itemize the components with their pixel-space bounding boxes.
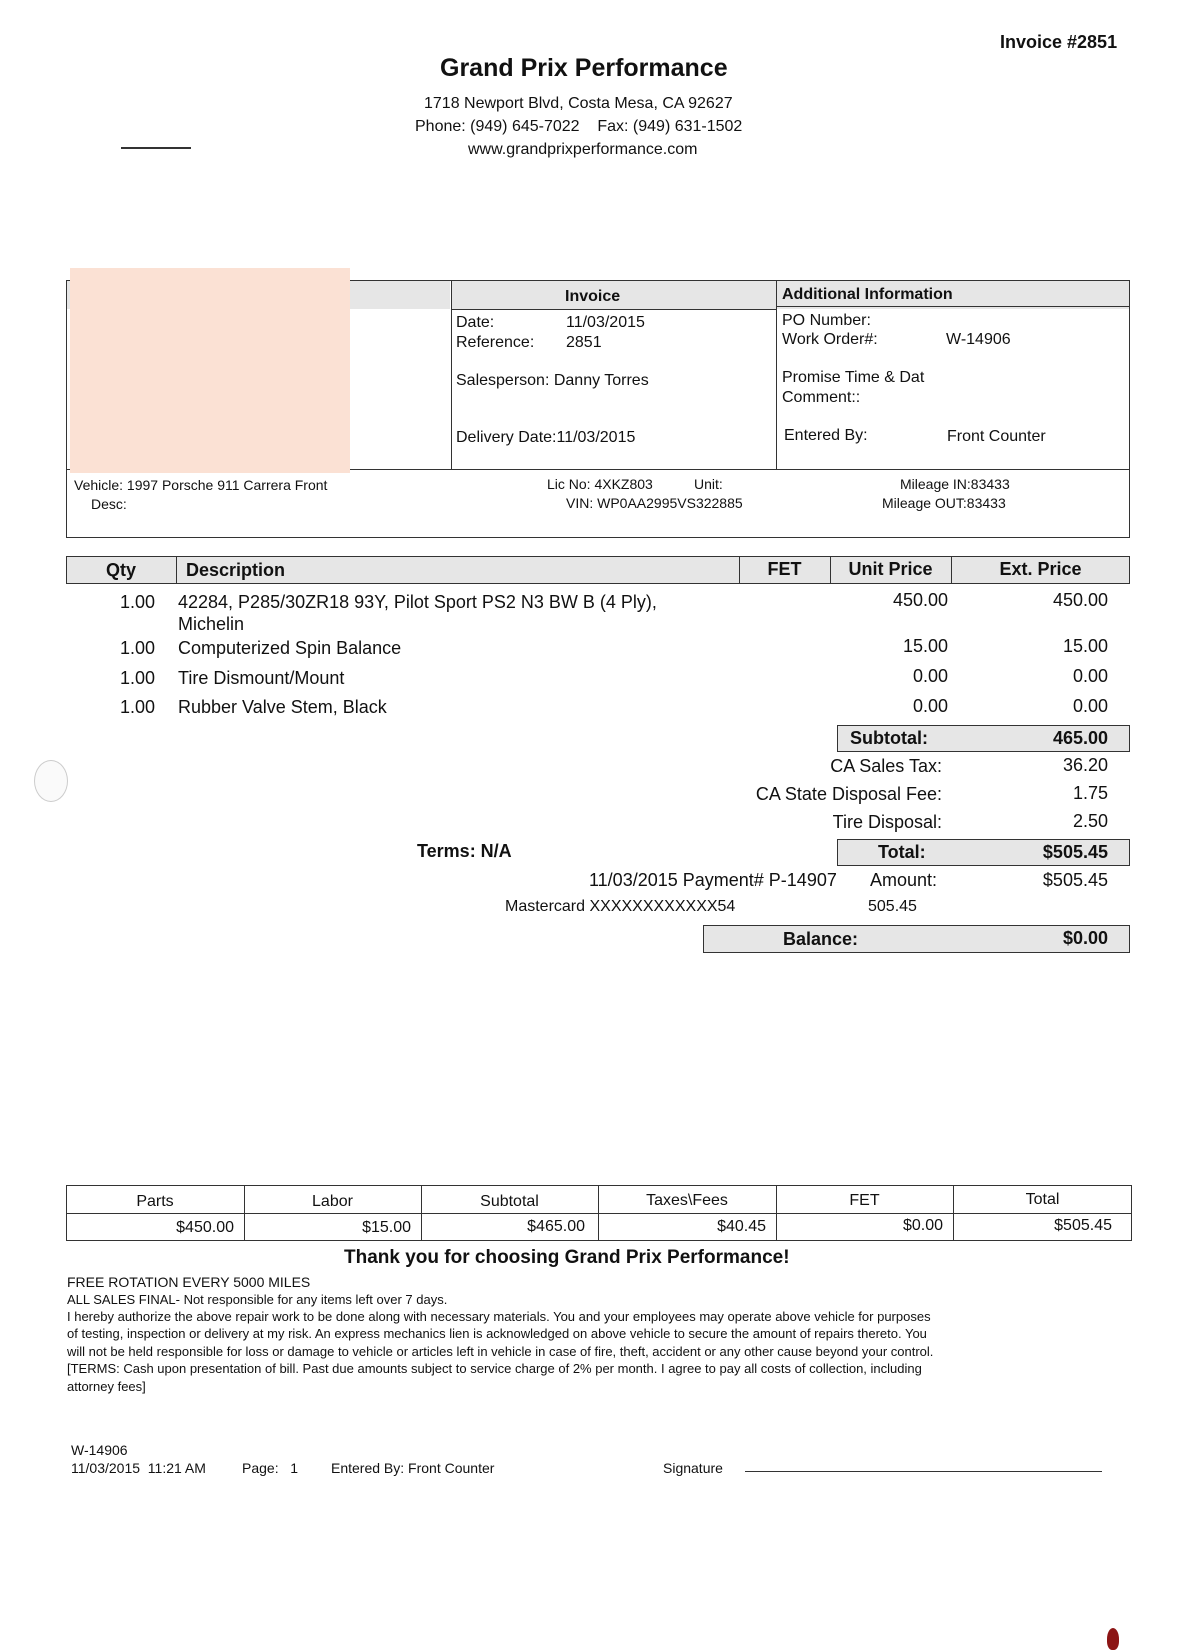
amount-label: Amount: [870,870,938,890]
hole-punch-mark [34,760,68,802]
po-number-label: PO Number: [782,312,871,329]
mileage-out: Mileage OUT:83433 [882,495,1006,511]
header-description: Description [186,560,286,580]
footer-datetime: 11/03/2015 11:21 AM [71,1460,206,1476]
tire-disposal-label: Tire Disposal: [832,812,942,832]
item-description: Tire Dismount/Mount [178,668,345,688]
sales-final-note: ALL SALES FINAL- Not responsible for any items left over 7 days. [67,1292,448,1307]
item-unit-price: 0.00 [912,666,948,686]
terms-text: attorney fees] [67,1379,146,1394]
signature-label: Signature [663,1460,723,1476]
vehicle-description: Vehicle: 1997 Porsche 911 Carrera Front [74,477,328,493]
free-rotation-note: FREE ROTATION EVERY 5000 MILES [67,1274,311,1290]
mileage-in: Mileage IN:83433 [900,476,1010,492]
summary-fet-value: $0.00 [902,1217,943,1234]
comment-label: Comment:: [782,389,861,406]
reference-label: Reference: [456,334,535,351]
summary-divider [66,1213,1132,1214]
work-order-value: W-14906 [946,331,1011,348]
date-value: 11/03/2015 [566,314,645,331]
company-name: Grand Prix Performance [440,54,728,82]
item-description: Rubber Valve Stem, Black [178,697,387,717]
thank-you-message: Thank you for choosing Grand Prix Performance! [344,1247,790,1268]
header-divider [176,556,177,584]
header-unit-price: Unit Price [848,559,933,579]
item-qty: 1.00 [119,668,155,688]
terms-text: [TERMS: Cash upon presentation of bill. Past due amounts subject to service charge of 2% per month. I agree to pay all costs of collection, including [67,1361,922,1376]
scan-spot [1107,1628,1119,1650]
item-ext-price: 15.00 [1062,636,1108,656]
license-number: Lic No: 4XKZ803 [547,476,653,492]
terms: Terms: N/A [417,841,512,861]
summary-total-value: $505.45 [1054,1217,1112,1234]
item-description: 42284, P285/30ZR18 93Y, Pilot Sport PS2 N3 BW B (4 Ply), [178,592,657,612]
card-line: Mastercard XXXXXXXXXXXX54 [505,898,736,915]
item-unit-price: 15.00 [902,636,948,656]
vehicle-desc-label: Desc: [91,496,127,512]
card-amount: 505.45 [868,898,917,915]
item-unit-price: 450.00 [892,590,948,610]
total-value: $505.45 [1042,842,1108,862]
reference-value: 2851 [566,334,602,351]
item-qty: 1.00 [119,592,155,612]
additional-info-title: Additional Information [782,286,953,303]
footer-work-order: W-14906 [71,1442,128,1458]
additional-info-divider [776,306,1130,307]
item-ext-price: 0.00 [1072,666,1108,686]
summary-taxes-value: $40.45 [717,1218,766,1235]
company-phone-fax: Phone: (949) 645-7022 Fax: (949) 631-1502 [415,118,743,135]
invoice-number: Invoice #2851 [1000,32,1118,52]
summary-subtotal-value: $465.00 [527,1218,585,1235]
date-label: Date: [456,314,495,331]
tax-value: 36.20 [1062,755,1108,775]
tax-label: CA Sales Tax: [830,756,942,776]
balance-label: Balance: [783,929,859,949]
promise-time-label: Promise Time & Dat [782,369,925,386]
payment-line: 11/03/2015 Payment# P-14907 [589,870,837,890]
unit-label: Unit: [694,476,723,492]
invoice-box-title: Invoice [565,288,621,305]
company-website: www.grandprixperformance.com [468,141,698,158]
summary-parts-value: $450.00 [176,1219,234,1236]
header-ext-price: Ext. Price [999,559,1082,579]
summary-header-fet: FET [849,1192,880,1209]
amount-value: $505.45 [1042,870,1108,890]
salesperson: Salesperson: Danny Torres [456,372,649,389]
authorization-text: of testing, inspection or delivery at my risk. An express mechanics lien is acknowledged on above vehicle to secure the amount of repairs thereto. You [67,1326,927,1341]
subtotal-value: 465.00 [1052,728,1108,748]
vin: VIN: WP0AA2995VS322885 [566,495,743,511]
summary-header-total: Total [1025,1191,1060,1208]
subtotal-label: Subtotal: [850,728,928,748]
scan-mark [121,147,191,149]
header-fet: FET [767,559,802,579]
entered-by-label: Entered By: [784,427,868,444]
disposal-fee-value: 1.75 [1072,783,1108,803]
item-description: Computerized Spin Balance [178,638,402,658]
item-description-line2: Michelin [178,614,245,634]
signature-line [745,1470,1102,1472]
balance-value: $0.00 [1062,928,1108,948]
footer-entered-by: Entered By: Front Counter [331,1460,495,1476]
item-ext-price: 450.00 [1052,590,1108,610]
authorization-text: I hereby authorize the above repair work to be done along with necessary materials. You and your employees may operate above vehicle for purposes [67,1309,931,1324]
total-label: Total: [878,842,926,862]
company-address: 1718 Newport Blvd, Costa Mesa, CA 92627 [424,95,733,112]
summary-header-subtotal: Subtotal [480,1193,539,1210]
summary-header-parts: Parts [136,1193,174,1210]
summary-header-taxes-fees: Taxes\Fees [646,1192,728,1209]
invoice-box-divider [451,309,777,310]
redacted-customer-info [70,268,350,473]
disposal-fee-label: CA State Disposal Fee: [755,784,942,804]
summary-header-labor: Labor [312,1193,353,1210]
header-qty: Qty [105,560,136,580]
item-unit-price: 0.00 [912,696,948,716]
footer-page: Page: 1 [242,1460,299,1476]
work-order-label: Work Order#: [782,331,878,348]
item-ext-price: 0.00 [1072,696,1108,716]
entered-by-value: Front Counter [947,428,1046,445]
authorization-text: will not be held responsible for loss or damage to vehicle or articles left in vehicle in case of fire, theft, accident or any other cause beyond your control. [67,1344,934,1359]
item-qty: 1.00 [119,638,155,658]
delivery-date: Delivery Date:11/03/2015 [456,429,636,446]
item-qty: 1.00 [119,697,155,717]
summary-labor-value: $15.00 [362,1219,411,1236]
tire-disposal-value: 2.50 [1072,811,1108,831]
